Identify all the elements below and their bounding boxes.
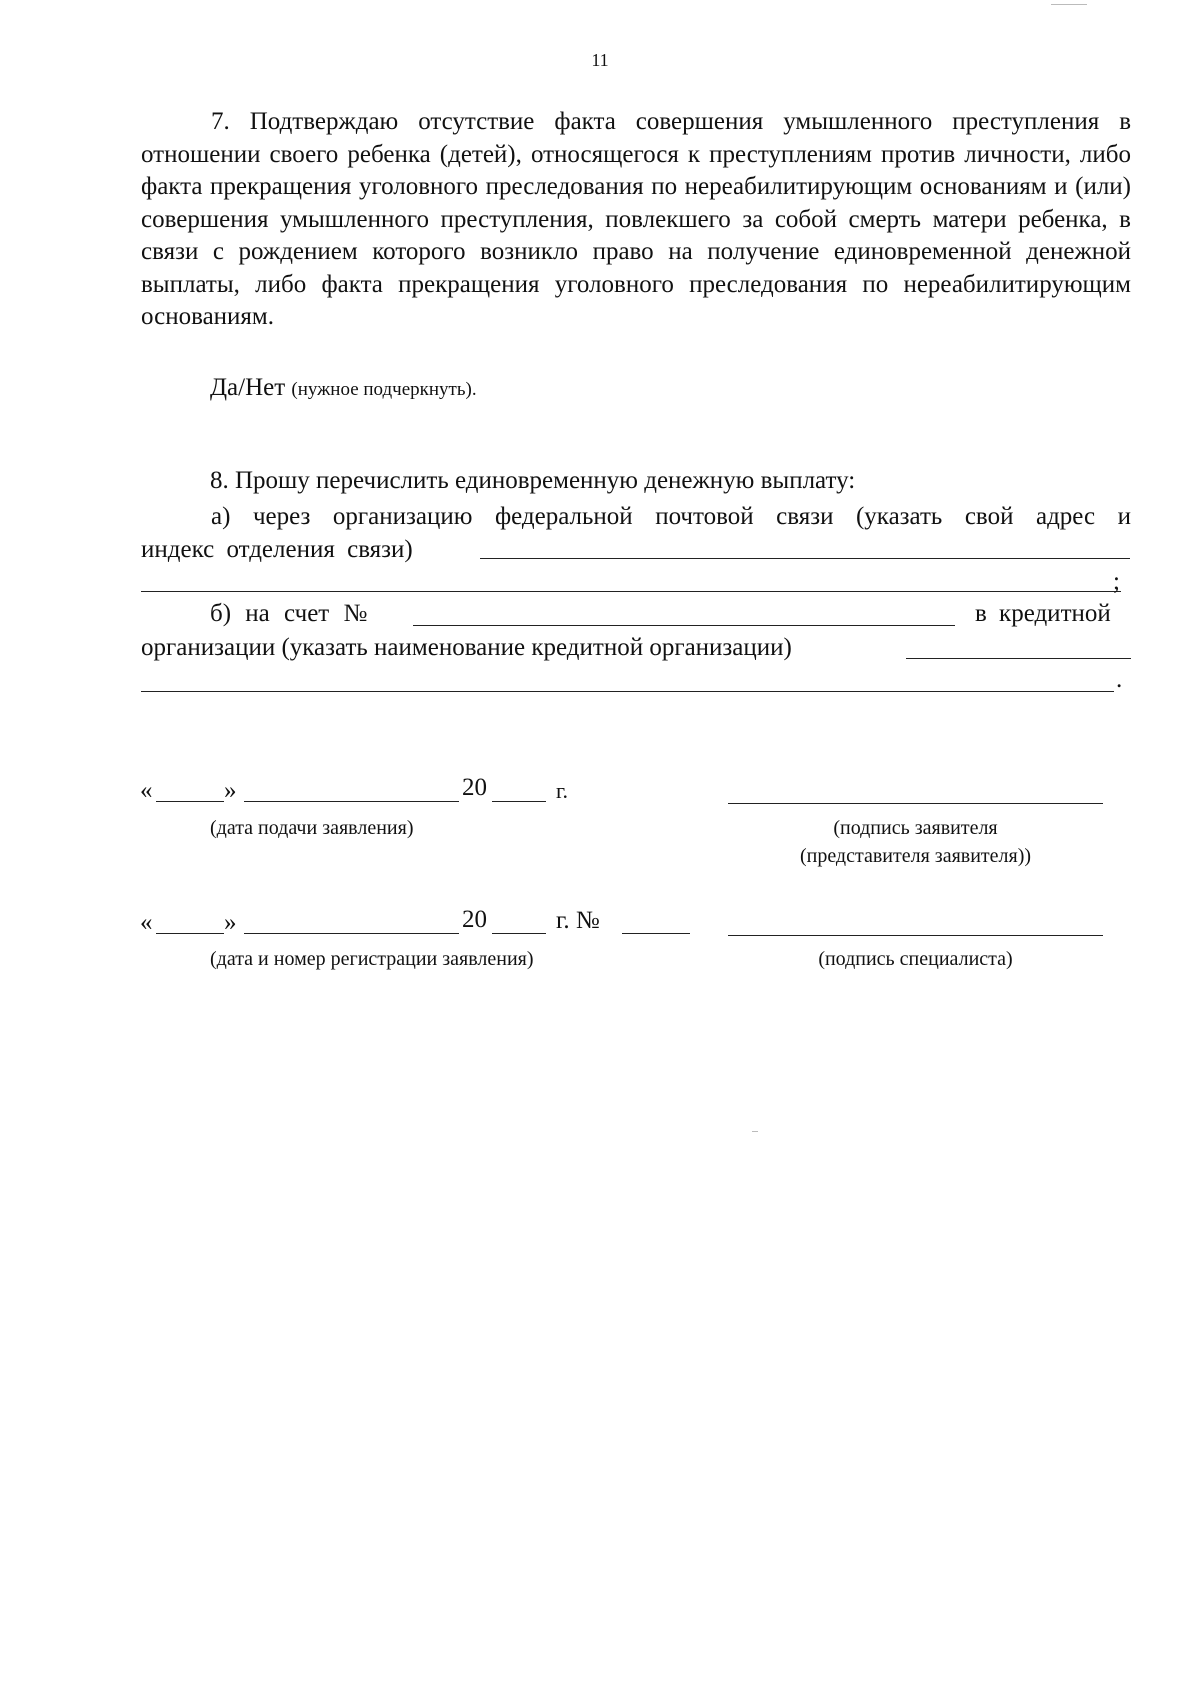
date-1-month-line[interactable] [244,801,459,802]
period: . [1116,666,1123,693]
page-number: 11 [591,50,609,70]
date-2-year-line[interactable] [492,933,546,934]
date-1-year-prefix: 20 [462,774,487,801]
semicolon: ; [1113,568,1120,595]
bank-name-line-2[interactable] [141,691,1114,692]
postal-address-line-2[interactable] [141,591,1121,592]
yes-no-option[interactable]: Да/Нет [210,374,286,401]
applicant-signature-line[interactable] [728,803,1103,804]
item-7-paragraph [141,106,1131,334]
specialist-signature-line[interactable] [728,935,1103,936]
date-2-year-prefix: 20 [462,906,487,933]
yes-no-note: (нужное подчеркнуть). [291,379,477,400]
option-b-mid: в кредитной [975,600,1111,627]
option-a-text: а) через организацию федеральной почтовой связи (указать свой адрес и [211,503,1131,530]
date-1-day-line[interactable] [156,801,224,802]
date-1-close-quote: » [224,777,237,804]
date-2-caption: (дата и номер регистрации заявления) [210,948,534,970]
account-number-line[interactable] [413,625,955,626]
date-2-year-suffix: г. № [556,907,600,934]
date-1-open-quote: « [140,777,153,804]
yes-no-choice [210,373,477,405]
item-8-heading: 8. Прошу перечислить единовременную денежную выплату: [210,467,856,494]
applicant-signature-caption-2: (представителя заявителя)) [799,845,1032,867]
registration-number-line[interactable] [622,933,690,934]
item-8-option-a [141,501,1131,534]
date-1-year-suffix: г. [556,778,569,803]
date-2-open-quote: « [140,909,153,936]
date-1-year-line[interactable] [492,801,546,802]
bank-name-line-1[interactable] [906,658,1131,659]
option-a-cont: индекс отделения связи) [141,536,413,563]
scan-artifact [1051,4,1087,5]
option-b-cont: организации (указать наименование кредитной организации) [141,634,792,661]
date-2-day-line[interactable] [156,933,224,934]
date-2-close-quote: » [224,909,237,936]
date-1-caption: (дата подачи заявления) [210,817,414,839]
option-b-start: б) на счет № [210,600,368,627]
postal-address-line-1[interactable] [480,558,1130,559]
specialist-signature-caption: (подпись специалиста) [818,948,1013,970]
applicant-signature-caption-1: (подпись заявителя [833,817,998,839]
date-2-month-line[interactable] [244,933,459,934]
scan-artifact [752,1131,758,1132]
item-7-text: 7. Подтверждаю отсутствие факта совершения умышленного преступления в отношении своего ребенка (детей), относящегося к преступлениям против личности, либо факта прекращения уголовного преследования по нереабилитирующим основаниям и (или) совершения умышленного преступления, повлекшего за собой смерть матери ребенка, в связи с рождением которого возникло право на получение единовременной денежной выплаты, либо факта прекращения уголовного преследования по нереабилитирующим основаниям. [141,108,1131,330]
